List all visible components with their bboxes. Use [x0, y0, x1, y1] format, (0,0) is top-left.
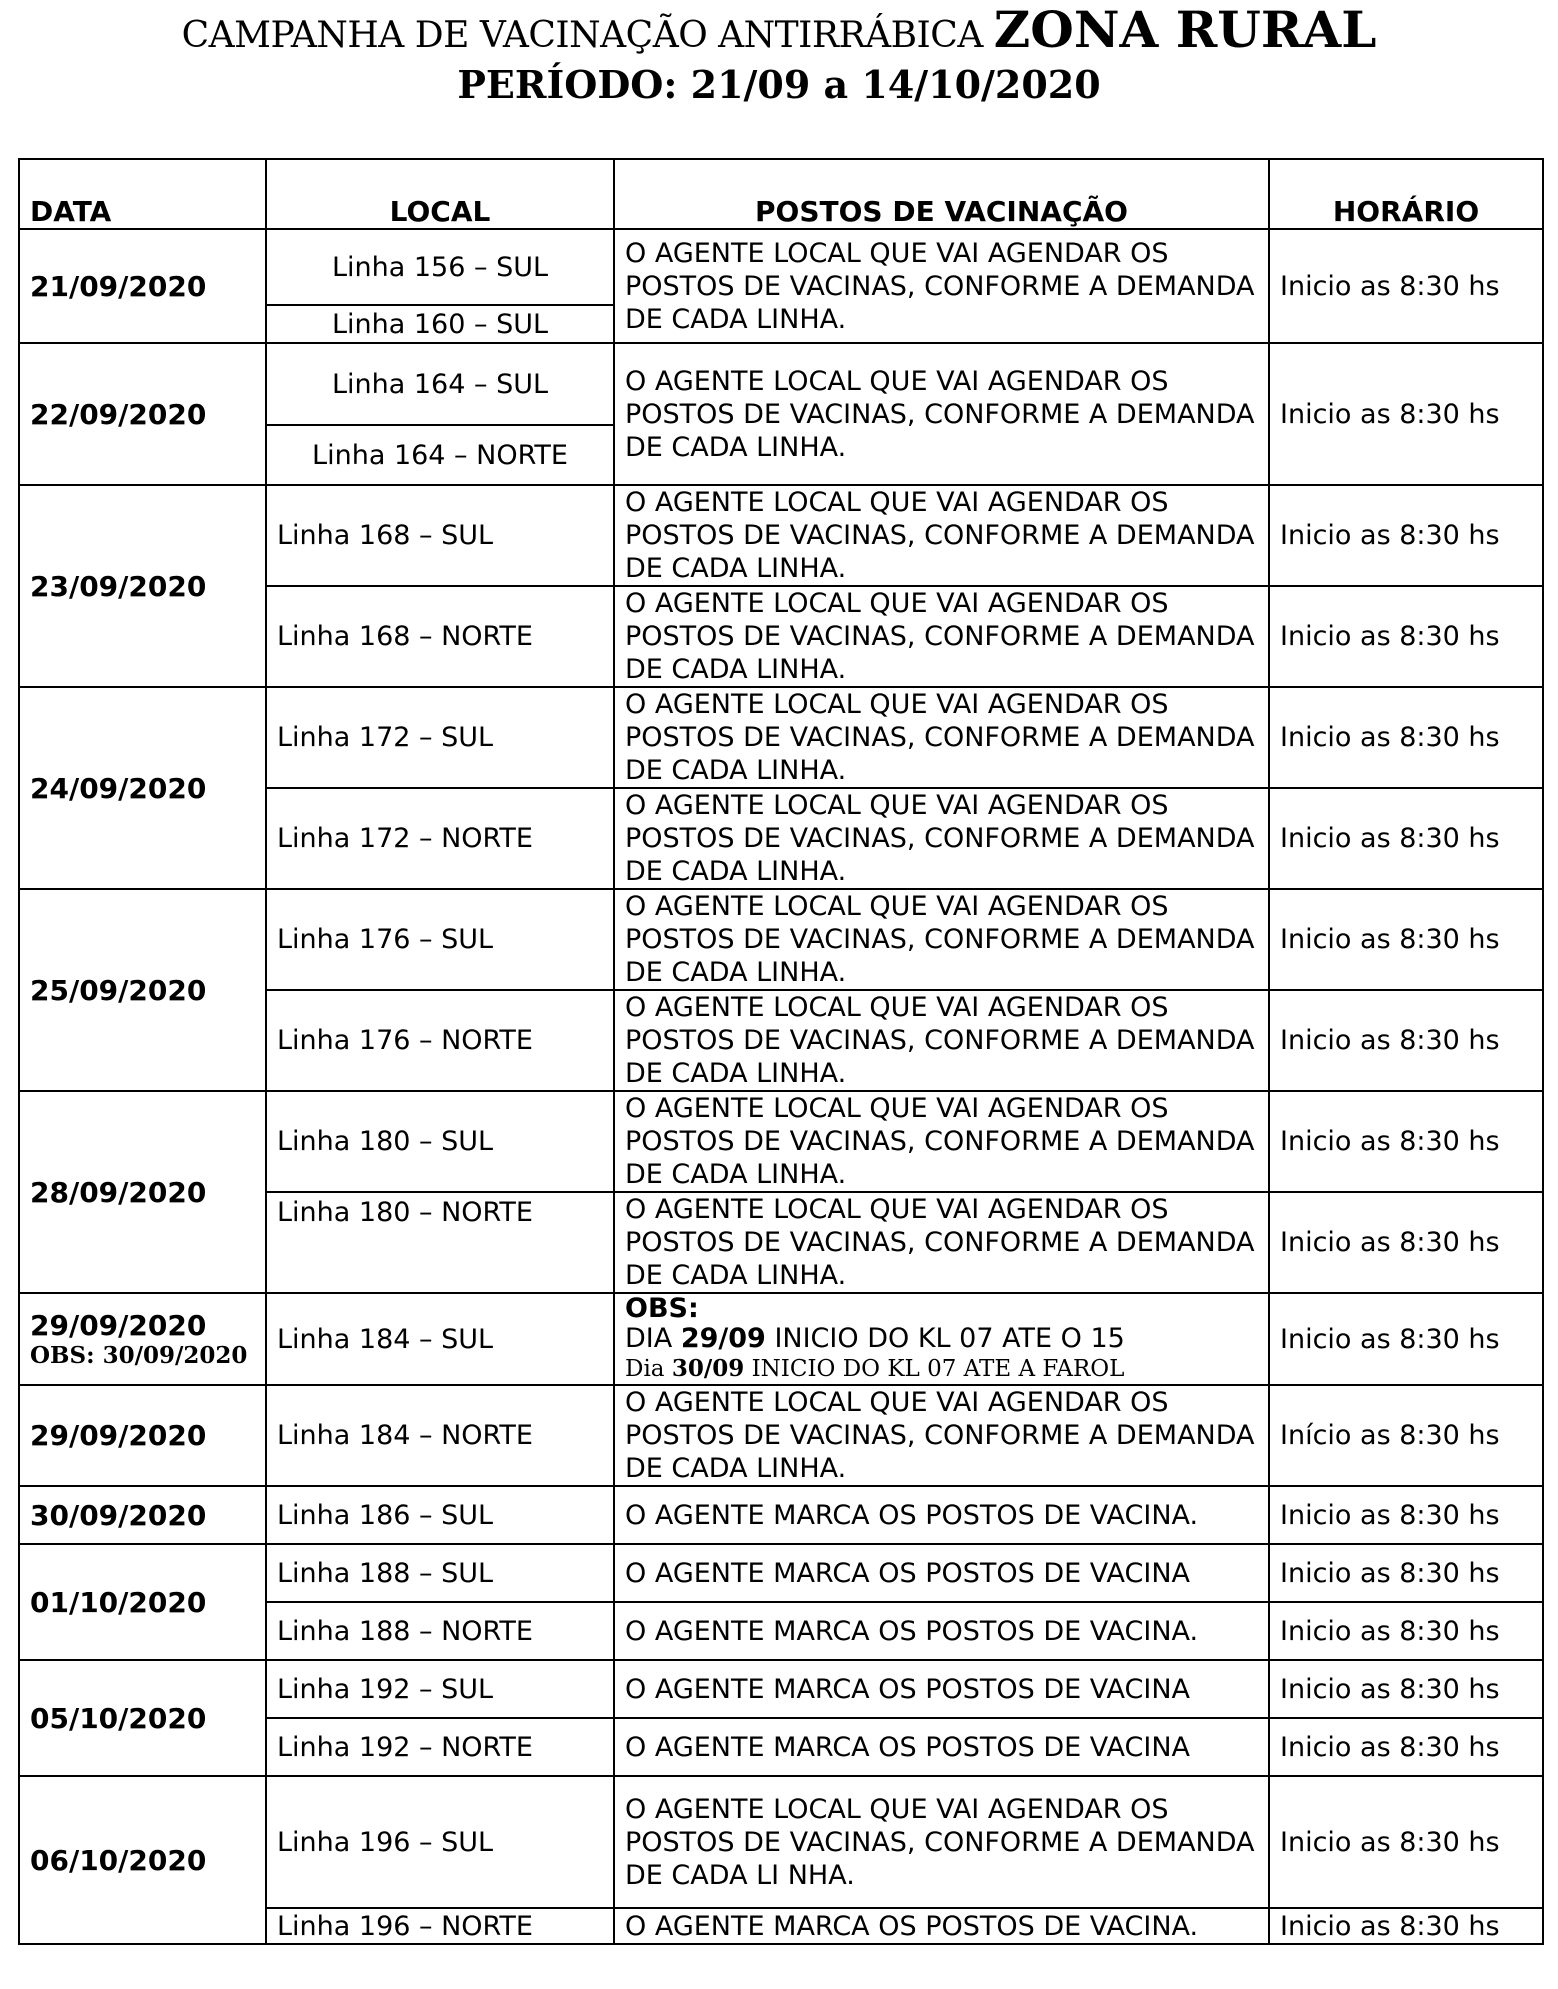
date-cell: 22/09/2020: [19, 343, 266, 485]
postos-cell: O AGENTE LOCAL QUE VAI AGENDAR OS POSTOS DE VACINAS, CONFORME A DEMANDA DE CADA LINHA.: [614, 788, 1269, 889]
horario-cell: Inicio as 8:30 hs: [1269, 788, 1543, 889]
obs-line-1: DIA 29/09 INICIO DO KL 07 ATE O 15: [625, 1323, 1125, 1354]
postos-cell: O AGENTE LOCAL QUE VAI AGENDAR OS POSTOS DE VACINAS, CONFORME A DEMANDA DE CADA LINHA.: [614, 687, 1269, 788]
date-cell: 28/09/2020: [19, 1091, 266, 1293]
local-cell: Linha 172 – NORTE: [266, 788, 614, 889]
local-cell: Linha 164 – NORTE: [266, 425, 614, 485]
horario-cell: Inicio as 8:30 hs: [1269, 1293, 1543, 1385]
horario-cell: Inicio as 8:30 hs: [1269, 1718, 1543, 1776]
local-cell: Linha 184 – NORTE: [266, 1385, 614, 1486]
horario-cell: Inicio as 8:30 hs: [1269, 1776, 1543, 1908]
local-cell: Linha 196 – NORTE: [266, 1908, 614, 1944]
table-row: [19, 1293, 1543, 1385]
horario-cell: Inicio as 8:30 hs: [1269, 343, 1543, 485]
local-cell: Linha 180 – NORTE: [266, 1192, 614, 1293]
postos-cell: O AGENTE MARCA OS POSTOS DE VACINA: [614, 1660, 1269, 1718]
document-title: [0, 2, 1558, 64]
local-cell: Linha 180 – SUL: [266, 1091, 614, 1192]
postos-cell: O AGENTE MARCA OS POSTOS DE VACINA: [614, 1544, 1269, 1602]
date-cell: 30/09/2020: [19, 1486, 266, 1544]
horario-cell: Inicio as 8:30 hs: [1269, 1660, 1543, 1718]
local-cell: Linha 188 – NORTE: [266, 1602, 614, 1660]
local-cell: Linha 184 – SUL: [266, 1293, 614, 1385]
postos-cell: O AGENTE LOCAL QUE VAI AGENDAR OS POSTOS DE VACINAS, CONFORME A DEMANDA DE CADA LINHA.: [614, 586, 1269, 687]
table-row: [19, 1385, 1543, 1486]
table-row: [19, 1544, 1543, 1602]
local-cell: Linha 168 – SUL: [266, 485, 614, 586]
title-prefix: CAMPANHA DE VACINAÇÃO ANTIRRÁBICA: [181, 15, 983, 56]
table-row: [19, 343, 1543, 425]
date-value: 29/09/2020: [30, 1309, 207, 1342]
postos-cell: O AGENTE LOCAL QUE VAI AGENDAR OS POSTOS DE VACINAS, CONFORME A DEMANDA DE CADA LINHA.: [614, 343, 1269, 485]
postos-cell: O AGENTE LOCAL QUE VAI AGENDAR OS POSTOS DE VACINAS, CONFORME A DEMANDA DE CADA LINHA.: [614, 1192, 1269, 1293]
date-cell: 21/09/2020: [19, 229, 266, 343]
local-cell: Linha 176 – SUL: [266, 889, 614, 990]
horario-cell: Inicio as 8:30 hs: [1269, 687, 1543, 788]
local-cell: Linha 172 – SUL: [266, 687, 614, 788]
local-cell: Linha 164 – SUL: [266, 343, 614, 425]
local-cell: Linha 186 – SUL: [266, 1486, 614, 1544]
postos-cell: O AGENTE LOCAL QUE VAI AGENDAR OS POSTOS DE VACINAS, CONFORME A DEMANDA DE CADA LINHA.: [614, 990, 1269, 1091]
horario-cell: Inicio as 8:30 hs: [1269, 1486, 1543, 1544]
table-row: [19, 229, 1543, 305]
postos-cell: O AGENTE MARCA OS POSTOS DE VACINA: [614, 1718, 1269, 1776]
date-obs: OBS: 30/09/2020: [30, 1342, 248, 1369]
table-row: [19, 687, 1543, 788]
header-postos: POSTOS DE VACINAÇÃO: [614, 159, 1269, 229]
title-emphasis: ZONA RURAL: [993, 0, 1377, 59]
header-row: [19, 159, 1543, 229]
local-cell: Linha 168 – NORTE: [266, 586, 614, 687]
date-cell: 06/10/2020: [19, 1776, 266, 1944]
date-cell: 23/09/2020: [19, 485, 266, 687]
horario-cell: Inicio as 8:30 hs: [1269, 990, 1543, 1091]
postos-obs-cell: [614, 1293, 1269, 1385]
horario-cell: Inicio as 8:30 hs: [1269, 1192, 1543, 1293]
header-horario: HORÁRIO: [1269, 159, 1543, 229]
date-cell: 01/10/2020: [19, 1544, 266, 1660]
local-cell: Linha 192 – NORTE: [266, 1718, 614, 1776]
local-cell: Linha 196 – SUL: [266, 1776, 614, 1908]
document-period: PERÍODO: 21/09 a 14/10/2020: [457, 62, 1101, 107]
horario-cell: Inicio as 8:30 hs: [1269, 889, 1543, 990]
postos-cell: O AGENTE LOCAL QUE VAI AGENDAR OS POSTOS DE VACINAS, CONFORME A DEMANDA DE CADA LI NHA.: [614, 1776, 1269, 1908]
postos-cell: O AGENTE LOCAL QUE VAI AGENDAR OS POSTOS DE VACINAS, CONFORME A DEMANDA DE CADA LINHA.: [614, 889, 1269, 990]
obs-title: OBS:: [625, 1293, 699, 1324]
postos-cell: O AGENTE LOCAL QUE VAI AGENDAR OS POSTOS DE VACINAS, CONFORME A DEMANDA DE CADA LINHA.: [614, 485, 1269, 586]
date-cell: 05/10/2020: [19, 1660, 266, 1776]
postos-cell: O AGENTE LOCAL QUE VAI AGENDAR OS POSTOS DE VACINAS, CONFORME A DEMANDA DE CADA LINHA.: [614, 1385, 1269, 1486]
header-local: LOCAL: [266, 159, 614, 229]
horario-cell: Inicio as 8:30 hs: [1269, 485, 1543, 586]
table-row: [19, 1660, 1543, 1718]
horario-cell: Inicio as 8:30 hs: [1269, 586, 1543, 687]
table-row: [19, 1091, 1543, 1192]
header-date: DATA: [19, 159, 266, 229]
horario-cell: Inicio as 8:30 hs: [1269, 1908, 1543, 1944]
local-cell: Linha 188 – SUL: [266, 1544, 614, 1602]
local-cell: Linha 156 – SUL: [266, 229, 614, 305]
date-cell: [19, 1293, 266, 1385]
horario-cell: Inicio as 8:30 hs: [1269, 1091, 1543, 1192]
table-row: [19, 485, 1543, 586]
table-row: [19, 1486, 1543, 1544]
date-cell: 25/09/2020: [19, 889, 266, 1091]
horario-cell: Inicio as 8:30 hs: [1269, 1602, 1543, 1660]
horario-cell: Início as 8:30 hs: [1269, 1385, 1543, 1486]
postos-cell: O AGENTE LOCAL QUE VAI AGENDAR OS POSTOS DE VACINAS, CONFORME A DEMANDA DE CADA LINHA.: [614, 1091, 1269, 1192]
postos-cell: O AGENTE MARCA OS POSTOS DE VACINA.: [614, 1908, 1269, 1944]
local-cell: Linha 160 – SUL: [266, 305, 614, 343]
table-row: [19, 1776, 1543, 1908]
obs-line-2: Dia 30/09 INICIO DO KL 07 ATE A FAROL: [625, 1355, 1125, 1382]
postos-cell: O AGENTE MARCA OS POSTOS DE VACINA.: [614, 1486, 1269, 1544]
postos-cell: O AGENTE LOCAL QUE VAI AGENDAR OS POSTOS DE VACINAS, CONFORME A DEMANDA DE CADA LINHA.: [614, 229, 1269, 343]
local-cell: Linha 176 – NORTE: [266, 990, 614, 1091]
date-cell: 29/09/2020: [19, 1385, 266, 1486]
local-cell: Linha 192 – SUL: [266, 1660, 614, 1718]
postos-cell: O AGENTE MARCA OS POSTOS DE VACINA.: [614, 1602, 1269, 1660]
date-cell: 24/09/2020: [19, 687, 266, 889]
schedule-table: [18, 158, 1544, 1945]
table-row: [19, 889, 1543, 990]
horario-cell: Inicio as 8:30 hs: [1269, 229, 1543, 343]
horario-cell: Inicio as 8:30 hs: [1269, 1544, 1543, 1602]
